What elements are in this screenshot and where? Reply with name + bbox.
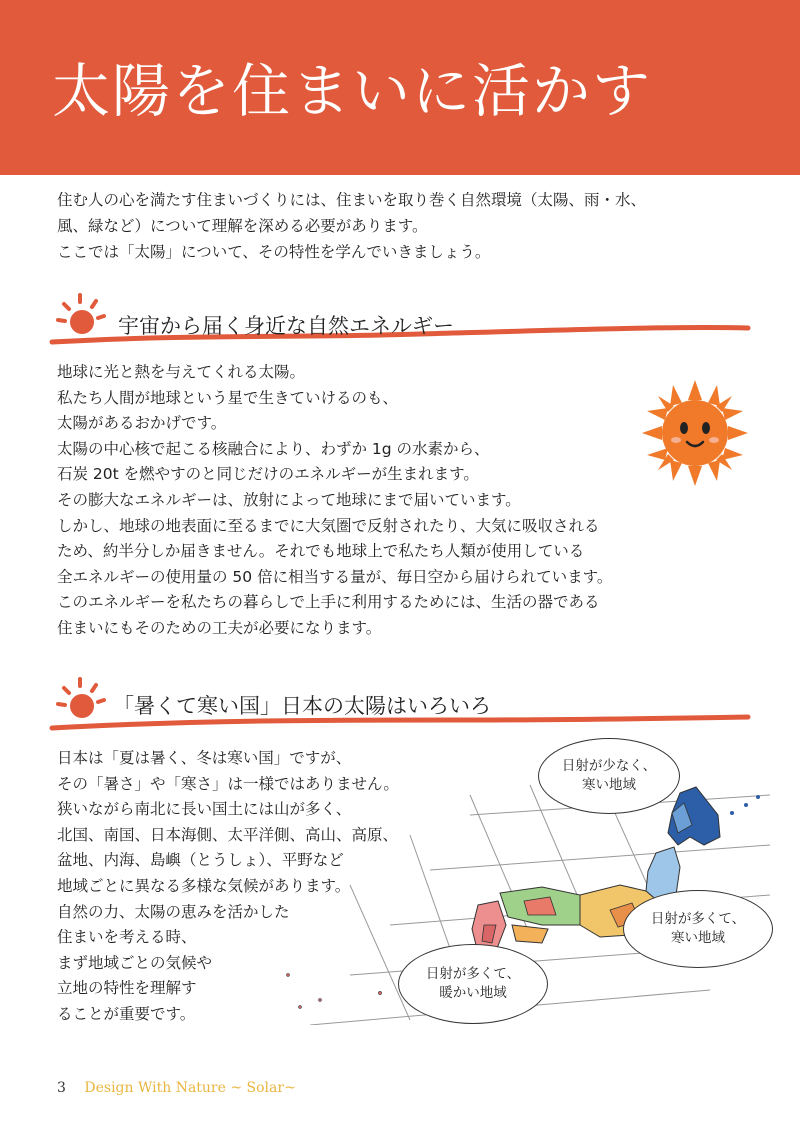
section1-body bbox=[57, 360, 612, 642]
body-line: 自然の力、太陽の恵みを活かした bbox=[57, 902, 290, 921]
bubble-east-cold bbox=[623, 890, 773, 968]
bubble-line: 日射が多くて、 bbox=[425, 966, 521, 982]
footer-tagline: Design With Nature ~ Solar~ bbox=[84, 1080, 296, 1096]
body-line: 盆地、内海、島嶼（とうしょ）、平野など bbox=[57, 851, 344, 870]
section1-title: 宇宙から届く身近な自然エネルギー bbox=[118, 314, 454, 338]
sun-icon bbox=[58, 679, 104, 718]
body-line: その「暑さ」や「寒さ」は一様ではありません。 bbox=[57, 774, 399, 793]
intro-line: ここでは「太陽」について、その特性を学んでいきましょう。 bbox=[57, 243, 491, 261]
body-line: 北国、南国、日本海側、太平洋側、高山、高原、 bbox=[57, 825, 399, 844]
body-line: まず地域ごとの気候や bbox=[57, 953, 213, 972]
body-line: 全エネルギーの使用量の 50 倍に相当する量が、毎日空から届けられています。 bbox=[57, 567, 613, 586]
body-line: 住まいを考える時、 bbox=[57, 928, 197, 947]
body-line: 太陽の中心核で起こる核融合により、わずか 1g の水素から、 bbox=[57, 439, 490, 458]
body-line: このエネルギーを私たちの暮らしで上手に利用するためには、生活の器である bbox=[57, 593, 600, 612]
body-line: ることが重要です。 bbox=[57, 1004, 196, 1023]
body-line: 狭いながら南北に長い国土には山が多く、 bbox=[57, 800, 352, 819]
bubble-line: 日射が少なく、 bbox=[561, 758, 657, 774]
bubble-line: 暖かい地域 bbox=[439, 985, 507, 1001]
bubble-line: 日射が多くて、 bbox=[650, 911, 746, 927]
page-footer bbox=[57, 1080, 296, 1096]
bubble-line: 寒い地域 bbox=[670, 930, 725, 946]
body-line: 太陽があるおかげです。 bbox=[57, 414, 227, 433]
bubble-line: 寒い地域 bbox=[581, 777, 636, 793]
intro-paragraph bbox=[57, 187, 757, 265]
page-title: 太陽を住まいに活かす bbox=[52, 57, 653, 125]
body-line: ため、約半分しか届きません。それでも地球上で私たち人類が使用している bbox=[57, 542, 585, 561]
body-line: 立地の特性を理解す bbox=[57, 979, 197, 998]
sun-icon bbox=[58, 295, 104, 334]
body-line: 私たち人間が地球という星で生きていけるのも、 bbox=[57, 388, 399, 407]
header-banner bbox=[0, 0, 800, 175]
body-line: 地球に光と熱を与えてくれる太陽。 bbox=[57, 363, 306, 381]
section2-title: 「暑くて寒い国」日本の太陽はいろいろ bbox=[113, 694, 491, 718]
shikoku-region bbox=[512, 925, 548, 943]
body-line: しかし、地球の地表面に至るまでに大気圏で反射されたり、大気に吸収される bbox=[57, 516, 600, 535]
body-line: 地域ごとに異なる多様な気候があります。 bbox=[57, 876, 351, 895]
intro-line: 風、緑など）について理解を深める必要があります。 bbox=[57, 217, 428, 235]
smiling-sun-illustration bbox=[640, 378, 750, 488]
bubble-north-cold bbox=[538, 738, 680, 814]
body-line: 住まいにもそのための工夫が必要になります。 bbox=[57, 618, 382, 637]
body-line: 石炭 20t を燃やすのと同じだけのエネルギーが生まれます。 bbox=[57, 465, 479, 484]
body-line: その膨大なエネルギーは、放射によって地球にまで届いています。 bbox=[57, 490, 521, 509]
bubble-south-warm bbox=[398, 944, 548, 1024]
northern-islands bbox=[730, 795, 760, 815]
intro-line: 住む人の心を満たす住まいづくりには、住まいを取り巻く自然環境（太陽、雨・水、 bbox=[57, 191, 647, 209]
page-number: 3 bbox=[57, 1080, 66, 1096]
body-line: 日本は「夏は暑く、冬は寒い国」ですが、 bbox=[57, 749, 352, 767]
